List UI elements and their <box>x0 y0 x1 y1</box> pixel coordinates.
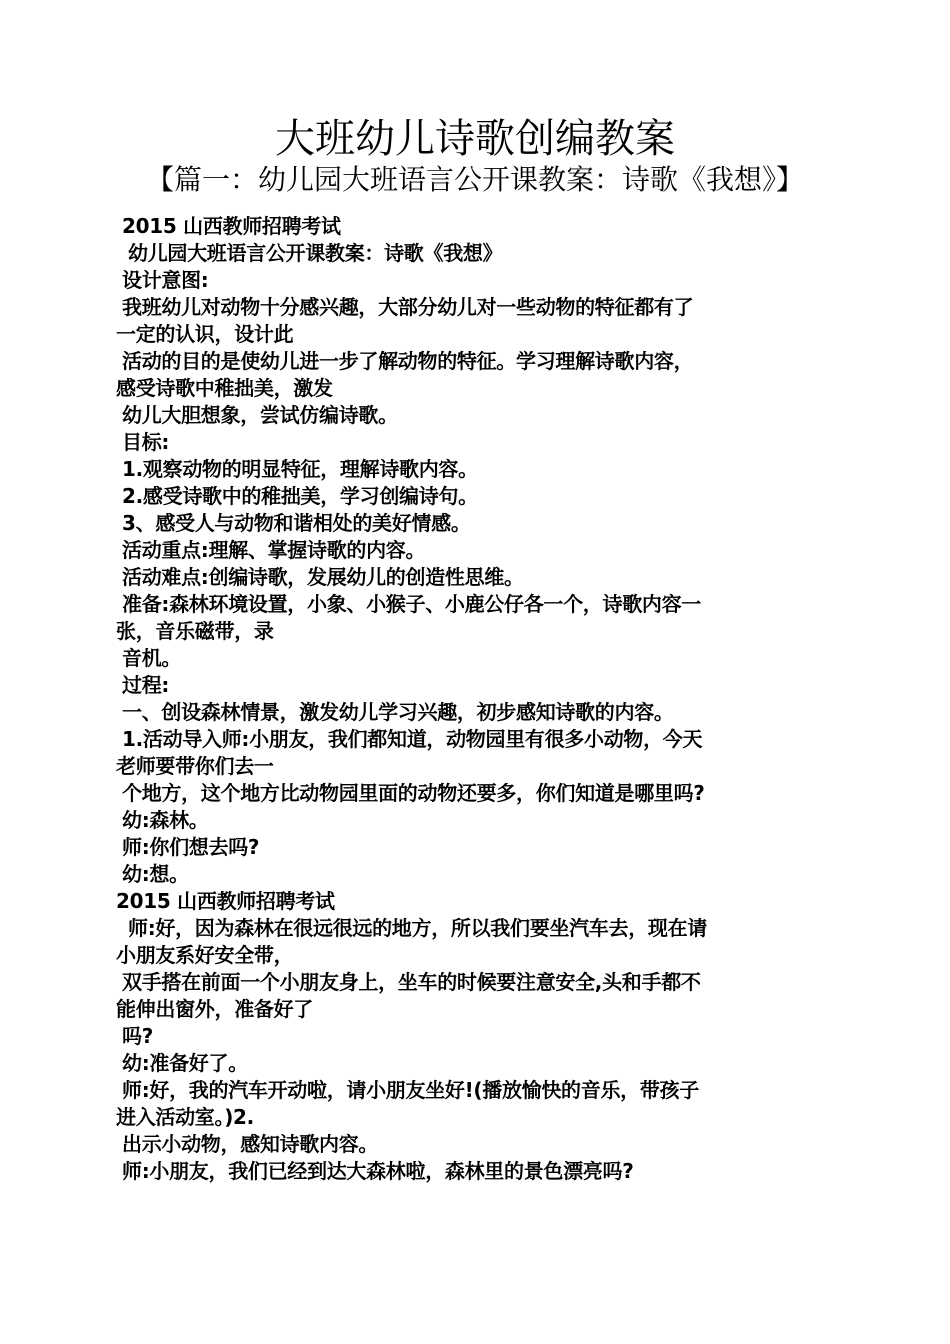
text-line: 音机。 <box>122 646 182 670</box>
text-line: 3、感受人与动物和谐相处的美好情感。 <box>122 511 471 535</box>
text-line: 吗? <box>122 1024 154 1048</box>
text-line: 2.感受诗歌中的稚拙美，学习创编诗句。 <box>122 484 478 508</box>
text-line: 小朋友系好安全带， <box>116 943 294 967</box>
text-line: 活动的目的是使幼儿进一步了解动物的特征。学习理解诗歌内容， <box>122 349 694 373</box>
document-title: 大班幼儿诗歌创编教案 <box>275 116 675 162</box>
text-line: 一、创设森林情景，激发幼儿学习兴趣，初步感知诗歌的内容。 <box>122 700 674 724</box>
text-line: 准备:森林环境设置，小象、小猴子、小鹿公仔各一个，诗歌内容一 <box>122 592 701 616</box>
text-line: 师:你们想去吗? <box>122 835 260 859</box>
text-line: 老师要带你们去一 <box>116 754 274 778</box>
text-line: 我班幼儿对动物十分感兴趣，大部分幼儿对一些动物的特征都有了 <box>122 295 694 319</box>
text-line: 幼:准备好了。 <box>122 1051 248 1075</box>
text-line: 2015 山西教师招聘考试 <box>116 889 335 913</box>
text-line: 出示小动物，感知诗歌内容。 <box>122 1132 379 1156</box>
text-line: 设计意图: <box>122 268 209 292</box>
text-line: 师:好，因为森林在很远很远的地方，所以我们要坐汽车去，现在请 <box>128 916 707 940</box>
text-line: 幼儿大胆想象，尝试仿编诗歌。 <box>122 403 398 427</box>
text-line: 幼:想。 <box>122 862 189 886</box>
text-line: 能伸出窗外，准备好了 <box>116 997 313 1021</box>
text-line: 幼儿园大班语言公开课教案：诗歌《我想》 <box>128 241 503 265</box>
text-line: 感受诗歌中稚拙美，激发 <box>116 376 333 400</box>
text-line: 活动难点:创编诗歌，发展幼儿的创造性思维。 <box>122 565 524 589</box>
text-line: 2015 山西教师招聘考试 <box>122 214 341 238</box>
text-line: 双手搭在前面一个小朋友身上，坐车的时候要注意安全,头和手都不 <box>122 970 701 994</box>
text-line: 进入活动室。)2. <box>116 1105 254 1129</box>
text-line: 幼:森林。 <box>122 808 209 832</box>
text-line: 师:好，我的汽车开动啦，请小朋友坐好!(播放愉快的音乐，带孩子 <box>122 1078 699 1102</box>
text-line: 张，音乐磁带，录 <box>116 619 274 643</box>
text-line: 1.活动导入师:小朋友，我们都知道，动物园里有很多小动物，今天 <box>122 727 703 751</box>
text-line: 师:小朋友，我们已经到达大森林啦，森林里的景色漂亮吗? <box>122 1159 634 1183</box>
text-line: 个地方，这个地方比动物园里面的动物还要多，你们知道是哪里吗? <box>122 781 705 805</box>
text-line: 过程: <box>122 673 170 697</box>
text-line: 一定的认识，设计此 <box>116 322 294 346</box>
document-body <box>116 213 836 1185</box>
text-line: 1.观察动物的明显特征，理解诗歌内容。 <box>122 457 478 481</box>
text-line: 目标: <box>122 430 170 454</box>
document-subtitle: 【篇一：幼儿园大班语言公开课教案：诗歌《我想》】 <box>145 163 804 196</box>
text-line: 活动重点:理解、掌握诗歌的内容。 <box>122 538 426 562</box>
